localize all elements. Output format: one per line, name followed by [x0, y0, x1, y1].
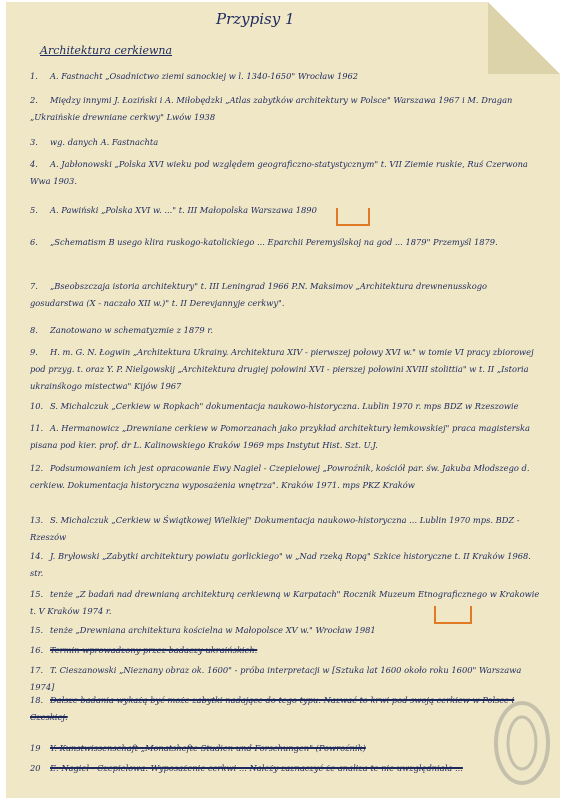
- footnote-entry: 13. S. Michalczuk „Cerkiew w Świątkowej Wielkiej" Dokumentacja naukowo-historyczna ... Lublin 1970 mps. BDZ - Rzeszów: [30, 515, 520, 542]
- section-heading: Architektura cerkiewna: [40, 44, 173, 57]
- footnote-entry-struck: 19 Y. Kunstwissenschaft „Monatshefte Studien und Forschungen" (Powroźnik): [30, 743, 366, 753]
- orange-mark: [336, 208, 370, 226]
- footnote-entry: 8. Zanotowano w schematyzmie z 1879 r.: [30, 325, 214, 335]
- footnote-entry: 3. wg. danych A. Fastnachta: [30, 137, 159, 147]
- footnote-entry: 17. T. Cieszanowski „Nieznany obraz ok. 1600" - próba interpretacji w [Sztuka lat 1600 około roku 1600" Warszawa 1974]: [30, 665, 522, 692]
- footnote-entry: 7. „Bseobszczaja istoria architektury" t. III Leningrad 1966 P.N. Maksimov „Architektura drewnenusskogo gosudarstwa (X - naczało XII w.)" t. II Derevjannyje cerkwy".: [30, 281, 488, 308]
- footnote-entry: 12. Podsumowaniem ich jest opracowanie Ewy Nagiel - Czepielowej „Powroźnik, kościół par. św. Jakuba Młodszego d. cerkiew. Dokumentacja historyczna wyposażenia wnętrza". Kraków 1971. mps PKZ Kraków: [30, 463, 530, 490]
- footnote-entry-struck: 18. Dalsze badania wykażą być może zabytki nadające do tego typu. Nazwać to krwi pod swoją cerkiew w Polsce i Czeskiej.: [30, 695, 515, 722]
- footnote-entry: 9. H. m. G. N. Łogwin „Architektura Ukrainy. Architektura XIV - pierwszej połowy XVI w." w tomie VI pracy zbiorowej pod przyg. t. oraz Y. P. Nielgowskij „Architektura drugiej połowini XVI - pierszej połowini XVIII stolittia" w t. II „Istoria ukrainśkogo mistectwa" Kijów 1967: [30, 347, 534, 391]
- footnote-entry: 11. A. Hermanowicz „Drewniane cerkiew w Pomorzanach jako przykład architektury łemkowskiej" praca magisterska pisana pod kier. prof. dr L. Kalinowskiego Kraków 1969 mps Instytut Hist. Szt. U.J.: [30, 423, 530, 450]
- document-page: [6, 2, 560, 798]
- footnote-entry: 4. A. Jabłonowski „Polska XVI wieku pod względem geograficzno-statystycznym" t. VII Ziemie ruskie, Ruś Czerwona Wwa 1903.: [30, 159, 528, 186]
- footnote-entry: 10. S. Michalczuk „Cerkiew w Ropkach" dokumentacja naukowo-historyczna. Lublin 1970 r. mps BDZ w Rzeszowie: [30, 401, 519, 411]
- footnote-entry: 2. Między innymi J. Łoziński i A. Miłobędzki „Atlas zabytków architektury w Polsce" Warszawa 1967 i M. Dragan „Ukraińskie drewniane cerkwy" Lwów 1938: [30, 95, 513, 122]
- orange-mark: [434, 606, 472, 624]
- footnote-entry: 5. A. Pawiński „Polska XVI w. ..." t. III Małopolska Warszawa 1890: [30, 205, 317, 215]
- footnote-entry: 6. „Schematism B usego klira ruskogo-katolickiego ... Eparchii Peremyślskoj na god ... 1879" Przemyśl 1879.: [30, 237, 498, 247]
- footnote-entry: 15. tenże „Drewniana architektura kościelna w Małopolsce XV w." Wrocław 1981: [30, 625, 376, 635]
- folded-corner: [488, 2, 560, 74]
- library-stamp-icon: [492, 698, 552, 788]
- page-title: Przypisy 1: [216, 10, 295, 28]
- footnote-entry: 14. J. Bryłowski „Zabytki architektury powiatu gorlickiego" w „Nad rzeką Ropą" Szkice historyczne t. II Kraków 1968. str.: [30, 551, 531, 578]
- footnote-entry-struck: 20 E. Nagiel - Czepielowa. Wyposażenie cerkwi ... Należy zaznaczyć że analiza te nie uwzględniała ...: [30, 763, 463, 773]
- footnote-entry: 1. A. Fastnacht „Osadnictwo ziemi sanockiej w l. 1340-1650" Wrocław 1962: [30, 71, 359, 81]
- footnote-entry-struck: 16. Termin wprowadzony przez badaczy ukraińskich.: [30, 645, 258, 655]
- footnote-entry: 15. tenże „Z badań nad drewnianą architekturą cerkiewną w Karpatach" Rocznik Muzeum Etnograficznego w Krakowie t. V Kraków 1974 r.: [30, 589, 540, 616]
